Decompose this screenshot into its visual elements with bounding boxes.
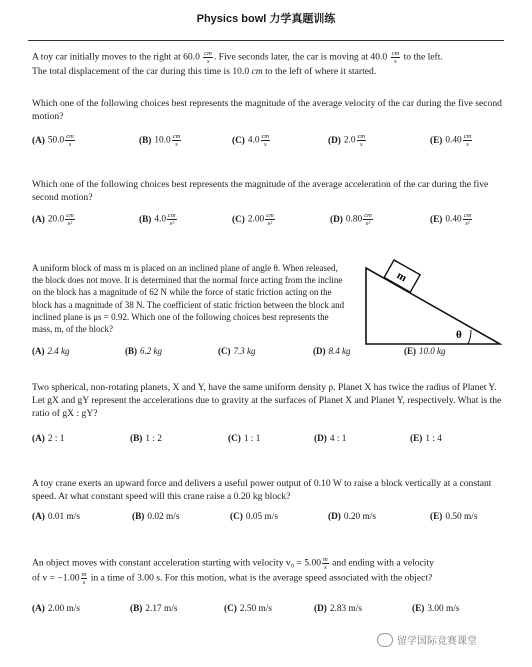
answer-option[interactable]: (E) 0.50 m/s	[430, 512, 478, 522]
answer-option[interactable]: (C) 0.05 m/s	[230, 512, 278, 522]
answer-option[interactable]: (D) 2.0 $\frac{cm}{s}$	[328, 133, 366, 148]
answer-option[interactable]: (E) 3.00 m/s	[412, 604, 460, 614]
unit-fraction: $\frac{cm}{s}$	[391, 50, 400, 65]
answer-option[interactable]: (D) 8.4 kg	[313, 346, 351, 356]
page-title: Physics bowl 力学真题训练	[196, 13, 336, 25]
q1-accel-question: Which one of the following choices best represents the magnitude of the average acceleration of the car during the five second motion?	[32, 179, 489, 203]
answer-option[interactable]: (E) 0.40 $\frac{cm}{\text{s²}}$	[430, 212, 472, 227]
answer-option[interactable]: (A) 50.0 $\frac{cm}{s}$	[32, 133, 74, 148]
incline-diagram	[364, 258, 502, 348]
angle-label: θ	[456, 329, 462, 341]
incline-triangle	[366, 268, 500, 344]
q1-velocity-question: Which one of the following choices best represents the magnitude of the average velocity of the car during the five second motion?	[32, 98, 502, 122]
answer-option[interactable]: (A) 2.4 kg	[32, 346, 70, 356]
answer-option[interactable]: (B) 4.0 $\frac{cm}{\text{s²}}$	[139, 212, 176, 227]
q1-accel-options	[32, 212, 504, 230]
answer-option[interactable]: (E) 0.40 $\frac{cm}{s}$	[430, 133, 472, 148]
answer-option[interactable]: (A) 2 : 1	[32, 434, 65, 444]
block-label: m	[394, 269, 409, 285]
answer-option[interactable]: (B) 1 : 2	[130, 434, 162, 444]
q3-options	[32, 434, 504, 452]
answer-option[interactable]: (B) 10.0 $\frac{cm}{s}$	[139, 133, 181, 148]
q1-setup-part: A toy car initially moves to the right at 60.0	[32, 51, 200, 63]
answer-option[interactable]: (B) 2.17 m/s	[130, 604, 178, 614]
answer-option[interactable]: (E) 10.0 kg	[404, 346, 446, 356]
q4-question: A toy crane exerts an upward force and delivers a useful power output of 0.10 W to raise a block vertically at a constant speed. At what constant speed will this crane raise a 0.20 kg block?	[32, 478, 492, 502]
q1-setup-part: . Five seconds later, the car is moving at 40.0	[213, 51, 388, 63]
unit-text: cm	[251, 66, 263, 77]
watermark-text: 留学国际竞赛课堂	[397, 636, 477, 647]
watermark	[377, 632, 477, 647]
q1-setup-part: to the left.	[403, 51, 443, 63]
answer-option[interactable]: (B) 6.2 kg	[125, 346, 162, 356]
answer-option[interactable]: (D) 0.20 m/s	[328, 512, 376, 522]
answer-option[interactable]: (D) 4 : 1	[314, 434, 347, 444]
answer-option[interactable]: (E) 1 : 4	[410, 434, 442, 444]
q5-question: An object moves with constant acceleration starting with velocity v₀ = 5.00 $\frac{m}{s}$ and ending with a velocity of v = −1.00 $\frac{m}{s}$ in a time of 3.00 s. For this motion, what is the average speed associated with the object?	[32, 556, 434, 586]
q1-setup-part: The total displacement of the car during this time is 10.0	[32, 66, 250, 77]
answer-option[interactable]: (D) 2.83 m/s	[314, 604, 362, 614]
q2-options	[32, 346, 504, 364]
answer-option[interactable]: (A) 0.01 m/s	[32, 512, 80, 522]
q3-question: Two spherical, non-rotating planets, X and Y, have the same uniform density ρ. Planet X has twice the radius of Planet Y. Let gX and gY represent the accelerations due to gravity at the surfaces of Planet X and Planet Y, respectively. What is the ratio of gX : gY?	[32, 382, 502, 419]
q4-options	[32, 512, 504, 530]
wechat-icon	[377, 633, 393, 647]
q1-setup-part: to the left of where it started.	[265, 66, 377, 77]
answer-option[interactable]: (C) 2.50 m/s	[224, 604, 272, 614]
q2-question: A uniform block of mass m is placed on an inclined plane of angle θ. When released, the block does not move. It is determined that the normal force acting from the incline on the block has a magnitude of 62 N while the force of static friction acting on the block has a magnitude of 38 N. The coefficient of static friction between the block and inclined plane is μs = 0.92. Which one of the following choices best represents the mass, m, of the block?	[32, 263, 345, 335]
q1-setup	[32, 50, 504, 78]
header-divider	[28, 40, 504, 41]
q1-velocity-options	[32, 133, 504, 151]
answer-option[interactable]: (D) 0.80 $\frac{cm}{\text{s²}}$	[330, 212, 372, 227]
answer-option[interactable]: (C) 4.0 $\frac{cm}{s}$	[232, 133, 270, 148]
answer-option[interactable]: (A) 2.00 m/s	[32, 604, 80, 614]
answer-option[interactable]: (A) 20.0 $\frac{cm}{\text{s²}}$	[32, 212, 74, 227]
answer-option[interactable]: (C) 1 : 1	[228, 434, 261, 444]
q5-options	[32, 604, 504, 622]
answer-option[interactable]: (B) 0.02 m/s	[132, 512, 180, 522]
unit-fraction: $\frac{cm}{s}$	[204, 50, 212, 65]
answer-option[interactable]: (C) 2.00 $\frac{cm}{\text{s²}}$	[232, 212, 274, 227]
answer-option[interactable]: (C) 7.3 kg	[218, 346, 256, 356]
